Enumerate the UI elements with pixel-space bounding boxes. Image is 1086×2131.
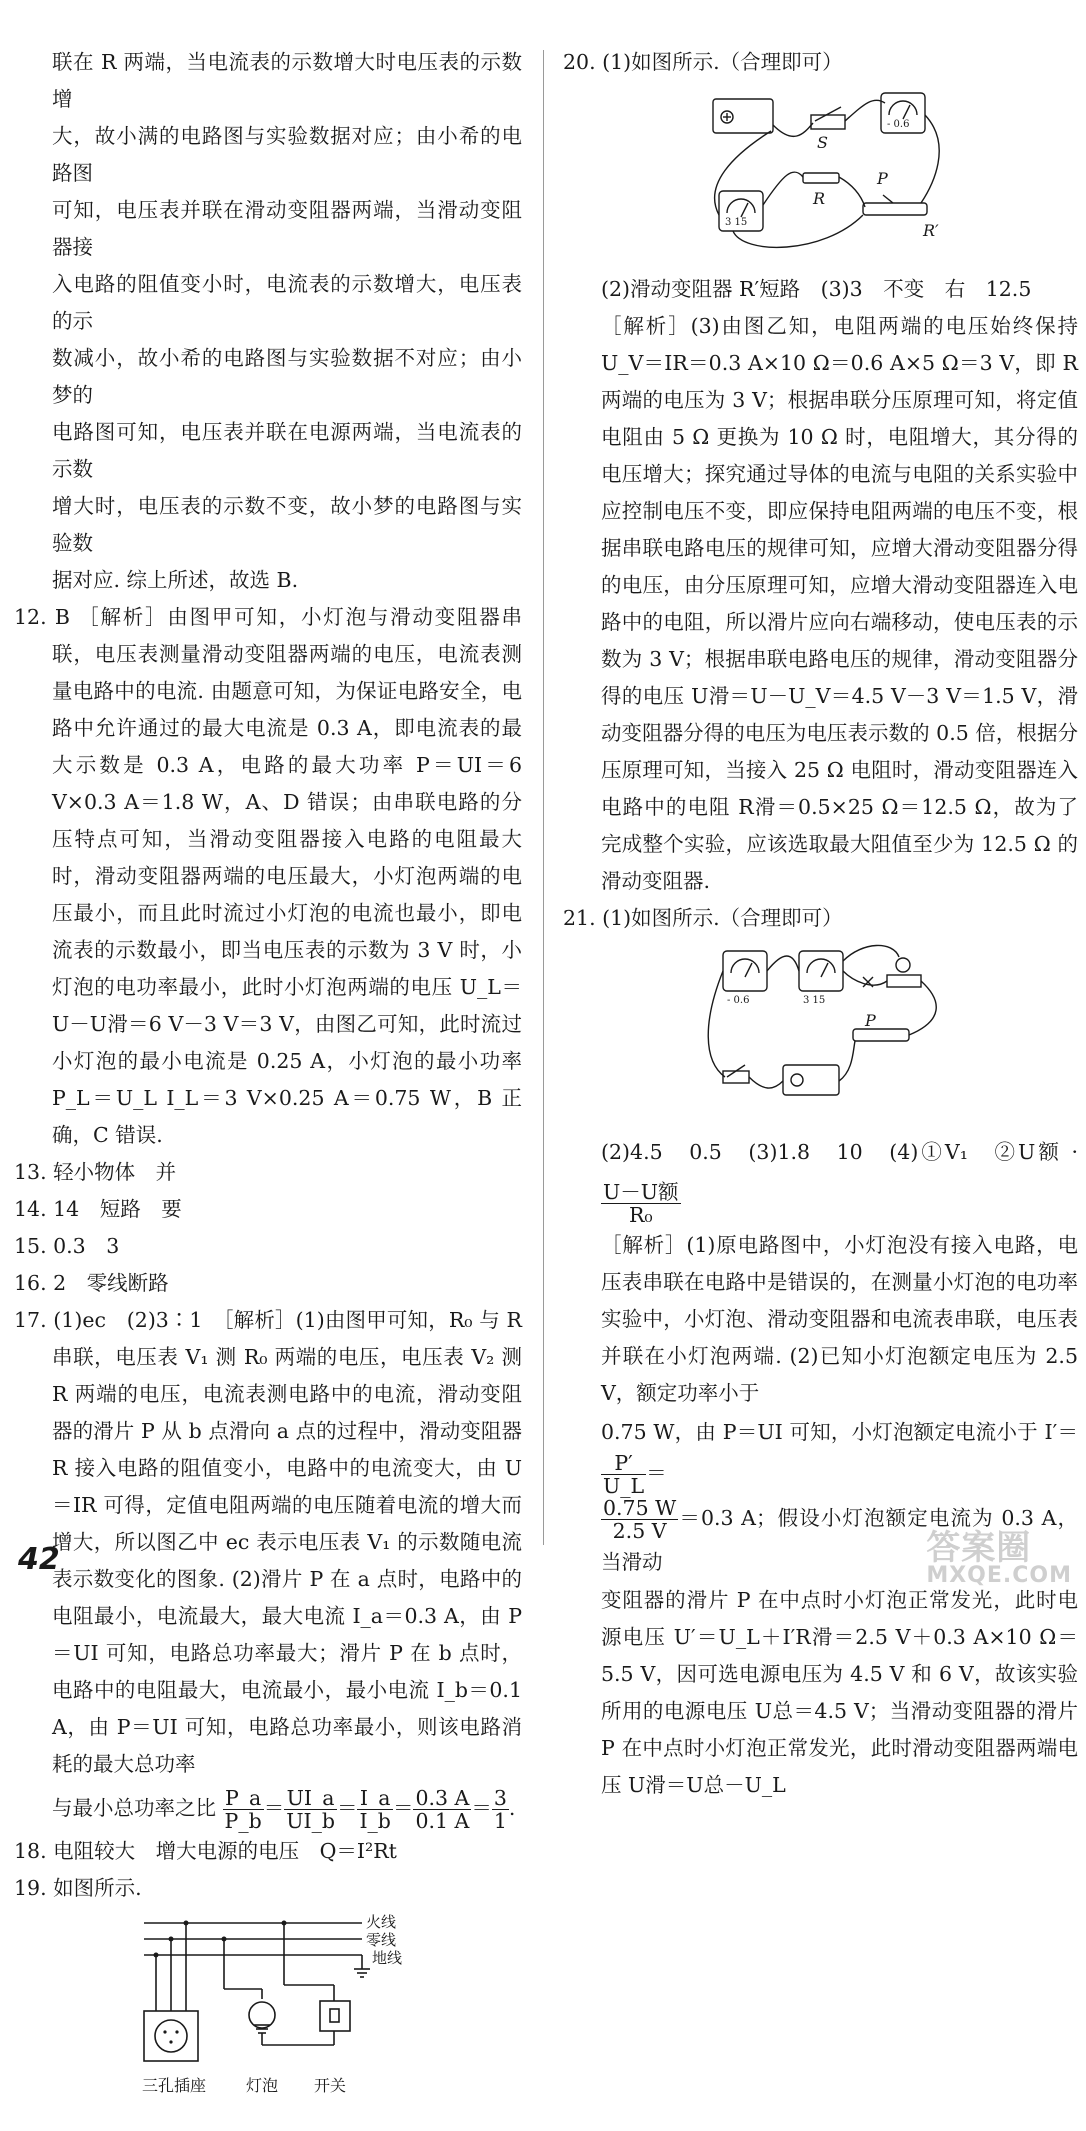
fraction-num: 0.3 A <box>415 1786 470 1810</box>
text-line: 入电路的阻值变小时，电流表的示数增大，电压表的示 <box>52 272 522 333</box>
fraction-den: U_L <box>603 1474 645 1498</box>
fraction-num: UI_a <box>284 1787 337 1810</box>
switch-box <box>320 2001 350 2031</box>
fraction-den: I_b <box>359 1809 391 1833</box>
rheostat-body <box>863 203 927 215</box>
fraction <box>601 1181 681 1226</box>
text-line: 数减小，故小希的电路图与实验数据不对应；由小梦的 <box>52 346 522 407</box>
voltmeter-terminals: 3 15 <box>803 995 826 1006</box>
label-bulb: 灯泡 <box>246 2076 279 2095</box>
label-P: P <box>865 1011 876 1030</box>
label-ground-wire: 地线 <box>372 1949 403 1967</box>
answer-21-analysis-a: ［解析］(1)原电路图中，小灯泡没有接入电路，电压表串联在电路中是错误的，在测量小灯泡的电功率实验中，小灯泡、滑动变阻器和电流表串联，电压表并联在小灯泡两端. (2)已知小灯泡额定电压为 2.5 V，额定功率小于 <box>601 1233 1078 1405</box>
label-P: P <box>877 169 888 188</box>
column-divider <box>543 50 544 1545</box>
label-R-prime: R′ <box>923 221 939 240</box>
fraction <box>223 1787 264 1832</box>
fraction <box>284 1787 337 1832</box>
lamp-bulb <box>896 958 910 972</box>
resistor-body <box>803 173 839 183</box>
text-line: 据对应. 综上所述，故选 B. <box>52 568 299 592</box>
socket-box <box>144 2011 198 2061</box>
answer-13: 13. 轻小物体 并 <box>14 1160 177 1184</box>
answer-18: 18. 电阻较大 增大电源的电压 Q＝I²Rt <box>14 1839 397 1863</box>
answer-21-values: (2)4.5 0.5 (3)1.8 10 (4)①V₁ ②U额 · <box>601 1140 1078 1164</box>
fraction-den: 0.1 A <box>415 1809 470 1833</box>
fraction-den: UI_b <box>286 1809 335 1833</box>
voltmeter-box <box>799 951 843 991</box>
fraction <box>601 1497 678 1542</box>
text-line: 电路图可知，电压表并联在电源两端，当电流表的示数 <box>52 420 522 481</box>
socket-face <box>155 2020 187 2052</box>
circuit-diagram-21 <box>703 941 963 1121</box>
label-S: S <box>817 133 828 152</box>
watermark-text: 答案圈 <box>926 1528 1032 1568</box>
left-column <box>14 44 522 2127</box>
fraction-num: 0.75 W <box>603 1496 677 1520</box>
answer-11-continued <box>14 44 522 599</box>
figure-19-wiring <box>14 1907 522 2127</box>
fraction <box>413 1787 471 1832</box>
switch-base <box>723 1071 749 1083</box>
answer-21-part2 <box>563 1127 1078 1227</box>
fraction-num: 3 <box>493 1786 507 1810</box>
watermark-url: MXQE.COM <box>926 1563 1072 1588</box>
text-segment: 0.75 W，由 P＝UI 可知，小灯泡额定电流小于 I′＝ <box>601 1420 1078 1444</box>
ratio-lead: 与最小总功率之比 <box>52 1796 216 1820</box>
fraction-den: 2.5 V <box>612 1519 667 1543</box>
fraction-num: P_a <box>223 1787 264 1810</box>
answer-14: 14. 14 短路 要 <box>14 1197 182 1221</box>
figure-21-circuit <box>563 937 1078 1127</box>
ammeter-terminals: - 0.6 <box>887 119 910 130</box>
page-number: 42 <box>18 1542 60 1577</box>
answer-12: 12. B ［解析］由图甲可知，小灯泡与滑动变阻器串联，电压表测量滑动变阻器两端的电压，电流表测量电路中的电流. 由题意可知，为保证电路安全，电路中允许通过的最大电流是 0.3 A，即电流表的最大示数是 0.3 A，电路的最大功率 P＝UI＝6 V×0.3 A＝1.8 W，A、D 错误；由串联电路的分压特点可知，当滑动变阻器接入电路的电阻最大时，滑动变阻器两端的电压最大，小灯泡两端的电压最小，而且此时流过小灯泡的电流也最小，即电流表的示数最小，即当电压表的示数为 3 V 时，小灯泡的电功率最小，此时小灯泡两端的电压 U_L＝U－U滑＝6 V－3 V＝3 V，由图乙可知，此时流过小灯泡的最小电流是 0.25 A，小灯泡的最小功率 P_L＝U_L I_L＝3 V×0.25 A＝0.75 W，B 正确，C 错误. <box>14 605 522 1147</box>
text-line: 可知，电压表并联在滑动变阻器两端，当滑动变阻器接 <box>52 198 522 259</box>
answer-21-current-line <box>563 1412 1078 1497</box>
fraction <box>492 1787 509 1832</box>
fraction-num: U－U额 <box>603 1180 679 1204</box>
answer-20-analysis: ［解析］(3)由图乙知，电阻两端的电压始终保持 U_V＝IR＝0.3 A×10 Ω＝0.6 A×5 Ω＝3 V，即 R 两端的电压为 3 V；根据串联分压原理可知，将定值电阻由 5 Ω 更换为 10 Ω 时，电阻增大，其分得的电压增大；探究通过导体的电流与电阻的关系实验中应控制电压不变，即应保持电阻两端的电压不变，根据串联电路电压的规律可知，应增大滑动变阻器分得的电压，由分压原理可知，应增大滑动变阻器连入电路中的电阻，所以滑片应向右端移动，使电压表的示数为 3 V；根据串联电路电压的规律，滑动变阻器分得的电压 U滑＝U－U_V＝4.5 V－3 V＝1.5 V，滑动变阻器分得的电压为电压表示数的 0.5 倍，根据分压原理可知，当接入 25 Ω 电阻时，滑动变阻器连入电路中的电阻 R滑＝0.5×25 Ω＝12.5 Ω，故为了完成整个实验，应该选取最大阻值至少为 12.5 Ω 的滑动变阻器. <box>601 314 1078 893</box>
answer-20-part2: (2)滑动变阻器 R′短路 (3)3 不变 右 12.5 <box>601 277 1032 301</box>
answer-19: 19. 如图所示. <box>14 1876 142 1900</box>
label-R: R <box>813 189 826 208</box>
text-line: 增大时，电压表的示数不变，故小梦的电路图与实验数 <box>52 494 522 555</box>
text-segment: ＝0.3 A；假设小灯泡额定电流为 0.3 A，当滑动 <box>601 1506 1078 1574</box>
answer-17-ratio: 与最小总功率之比 $\frac{P\_a}{P\_b}$ ＝ $\frac{UI\_a}{UI\_b}$ ＝ $\frac{I\_a}{I\_b}$ ＝ $\frac{0.3 A}{0.1 A}$ ＝ $\frac{3}{1}$ . <box>52 1786 516 1833</box>
answer-16: 16. 2 零线断路 <box>14 1271 169 1295</box>
ammeter-terminals: - 0.6 <box>727 995 750 1006</box>
answer-20-intro: 20. (1)如图所示.（合理即可） <box>563 50 843 74</box>
text-segment: ＝ <box>646 1461 667 1485</box>
figure-20-circuit <box>563 81 1078 271</box>
label-neutral-wire: 零线 <box>366 1931 397 1949</box>
fraction-num: I_a <box>357 1787 392 1810</box>
fraction-num: P′ <box>601 1452 646 1475</box>
watermark-logo <box>926 1520 1072 1588</box>
label-socket: 三孔插座 <box>142 2076 207 2095</box>
battery-box <box>713 99 773 133</box>
ammeter-box <box>723 951 767 991</box>
lamp-base <box>887 975 921 987</box>
text-line: 大，故小满的电路图与实验数据对应；由小希的电路图 <box>52 124 522 185</box>
answer-21-intro: 21. (1)如图所示.（合理即可） <box>563 906 843 930</box>
answer-15: 15. 0.3 3 <box>14 1234 120 1258</box>
answer-21-analysis-b: 变阻器的滑片 P 在中点时小灯泡正常发光，此时电源电压 U′＝U_L＋I′R滑＝2.5 V＋0.3 A×10 Ω＝5.5 V，因可选电源电压为 4.5 V 和 6 V，故该实验所用的电源电压 U总＝4.5 V；当滑动变阻器的滑片 P 在中点时小灯泡正常发光，此时滑动变阻器两端电压 U滑＝U总－U_L <box>601 1588 1078 1797</box>
text-line: 联在 R 两端，当电流表的示数增大时电压表的示数增 <box>52 50 522 111</box>
wiring-diagram <box>134 1911 534 2131</box>
answer-17: 17. (1)ec (2)3∶1 ［解析］(1)由图甲可知，R₀ 与 R 串联，电压表 V₁ 测 R₀ 两端的电压，电压表 V₂ 测 R 两端的电压，电流表测电路中的电流，滑动变阻器的滑片 P 从 b 点滑向 a 点的过程中，滑动变阻器 R 接入电路的阻值变小，电路中的电流变大，由 U＝IR 可得，定值电阻两端的电压随着电流的增大而增大，所以图乙中 ec 表示电压表 V₁ 的示数随电流表示数变化的图象. (2)滑片 P 在 a 点时，电路中的电阻最小，电流最大，最大电流 I_a＝0.3 A，由 P＝UI 可知，电路总功率最大；滑片 P 在 b 点时，电路中的电阻最大，电流最小，最小电流 I_b＝0.1 A，由 P＝UI 可知，电路总功率最小，则该电路消耗的最大总功率 <box>14 1308 522 1776</box>
fraction-den: R₀ <box>628 1203 653 1227</box>
voltmeter-terminals: 3 15 <box>725 217 748 228</box>
bulb-glass <box>249 2002 275 2028</box>
label-switch: 开关 <box>314 2076 347 2095</box>
label-live-wire: 火线 <box>366 1913 397 1931</box>
fraction <box>601 1452 646 1497</box>
fraction <box>357 1787 392 1832</box>
fraction-den: 1 <box>493 1809 507 1833</box>
fraction-den: P_b <box>224 1809 262 1833</box>
rheostat-body <box>853 1029 909 1041</box>
switch-base <box>811 115 845 129</box>
